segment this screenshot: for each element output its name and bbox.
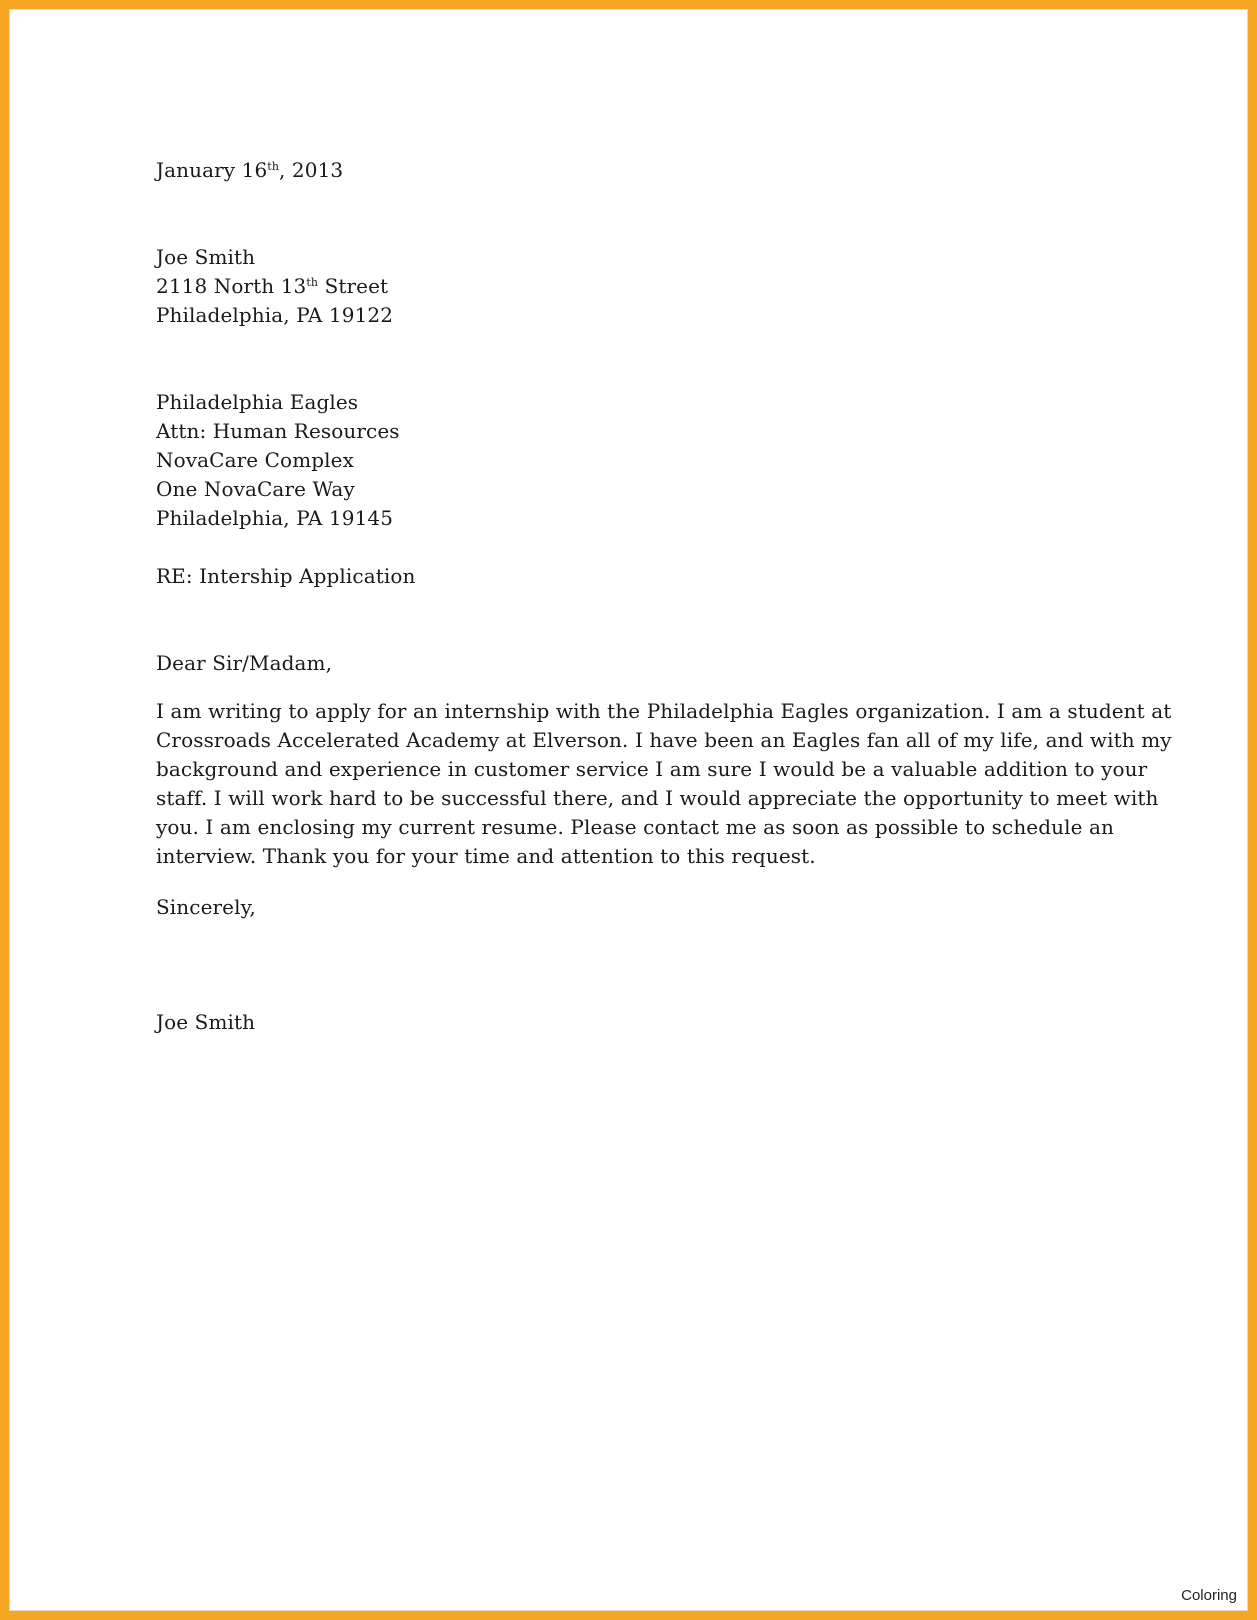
body-line: interview. Thank you for your time and attention to this request.	[156, 844, 816, 868]
body-line: Crossroads Accelerated Academy at Elverson. I have been an Eagles fan all of my life, and with my	[156, 728, 1172, 752]
street-prefix: 2118 North 13	[156, 274, 307, 298]
body-line: background and experience in customer service I am sure I would be a valuable addition to your	[156, 757, 1148, 781]
date-month-day: January 16	[156, 158, 268, 182]
body-line: staff. I will work hard to be successful there, and I would appreciate the opportunity to meet with	[156, 786, 1159, 810]
recipient-street: One NovaCare Way	[156, 477, 355, 501]
recipient-building: NovaCare Complex	[156, 448, 354, 472]
letter-page	[9, 9, 1248, 1611]
date-year: , 2013	[279, 158, 344, 182]
footer-brand: Coloring	[1181, 1587, 1237, 1604]
body-line: you. I am enclosing my current resume. Please contact me as soon as possible to schedule an	[156, 815, 1115, 839]
sender-street	[156, 274, 388, 298]
recipient-attn: Attn: Human Resources	[156, 419, 400, 443]
street-suffix: th	[306, 276, 319, 289]
signature-name: Joe Smith	[156, 1010, 256, 1034]
sender-name: Joe Smith	[156, 245, 256, 269]
street-rest: Street	[318, 274, 389, 298]
recipient-city: Philadelphia, PA 19145	[156, 506, 394, 530]
body-line: I am writing to apply for an internship with the Philadelphia Eagles organization. I am a student at	[156, 699, 1172, 723]
closing: Sincerely,	[156, 895, 256, 919]
date-suffix: th	[267, 160, 280, 173]
re-line: RE: Intership Application	[156, 564, 416, 588]
salutation: Dear Sir/Madam,	[156, 651, 333, 675]
recipient-org: Philadelphia Eagles	[156, 390, 359, 414]
letter-date	[156, 158, 343, 182]
sender-city: Philadelphia, PA 19122	[156, 303, 394, 327]
